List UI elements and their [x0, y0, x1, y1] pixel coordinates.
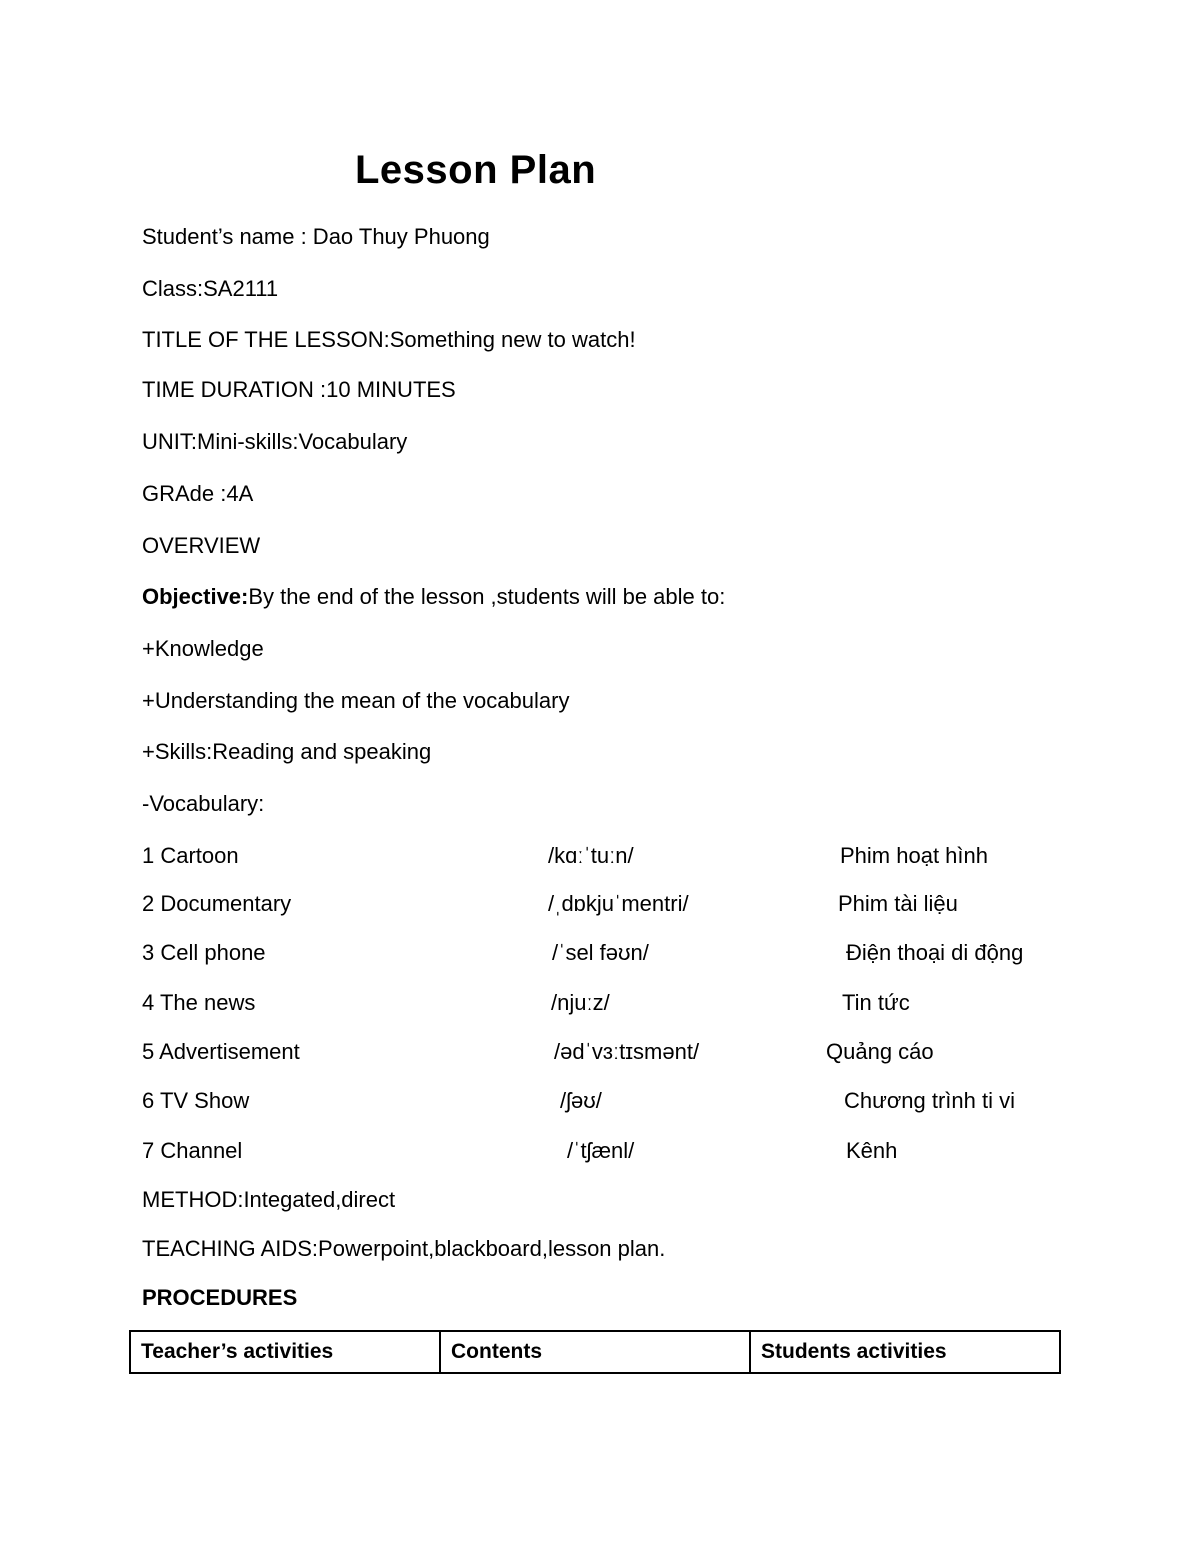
vocab-term: 1 Cartoon [142, 843, 239, 868]
table-header-teacher: Teacher’s activities [130, 1331, 440, 1373]
unit-line: UNIT:Mini-skills:Vocabulary [142, 429, 408, 454]
vocab-term: 5 Advertisement [142, 1039, 300, 1064]
vocab-ipa: /ˈtʃænl/ [567, 1138, 635, 1163]
student-name-line: Student’s name : Dao Thuy Phuong [142, 224, 490, 249]
vocab-ipa: /ˈsel fəʊn/ [552, 940, 649, 965]
table-header-students: Students activities [750, 1331, 1060, 1373]
vocab-meaning: Điện thoại di động [846, 940, 1024, 965]
knowledge-line: +Knowledge [142, 636, 264, 661]
vocab-meaning: Chương trình ti vi [844, 1088, 1015, 1113]
grade-line: GRAde :4A [142, 481, 254, 506]
vocab-ipa: /kɑːˈtuːn/ [548, 843, 634, 868]
vocab-ipa: /njuːz/ [551, 990, 610, 1015]
vocab-ipa: /ˌdɒkjuˈmentri/ [548, 891, 689, 916]
time-duration-line: TIME DURATION :10 MINUTES [142, 377, 456, 402]
lesson-title-line: TITLE OF THE LESSON:Something new to watch! [142, 327, 636, 352]
procedures-heading: PROCEDURES [142, 1285, 298, 1310]
method-line: METHOD:Integated,direct [142, 1187, 396, 1212]
vocab-meaning: Phim hoạt hình [840, 843, 988, 868]
objective-line [142, 584, 725, 610]
table-header-row [130, 1331, 1060, 1373]
vocab-ipa: /ədˈvɜːtɪsmənt/ [554, 1039, 700, 1064]
class-line: Class:SA2111 [142, 276, 279, 301]
vocab-term: 3 Cell phone [142, 940, 266, 965]
vocab-meaning: Tin tức [842, 990, 910, 1015]
vocab-term: 7 Channel [142, 1138, 243, 1163]
skills-line: +Skills:Reading and speaking [142, 739, 432, 764]
vocab-term: 6 TV Show [142, 1088, 250, 1113]
table-header-contents: Contents [440, 1331, 750, 1373]
objective-label: Objective: [142, 584, 249, 609]
teaching-aids-line: TEACHING AIDS:Powerpoint,blackboard,lesson plan. [142, 1236, 666, 1261]
page-title: Lesson Plan [355, 148, 597, 192]
procedures-table [129, 1330, 1061, 1374]
overview-heading: OVERVIEW [142, 533, 261, 558]
vocab-term: 2 Documentary [142, 891, 292, 916]
vocab-ipa: /ʃəʊ/ [560, 1088, 602, 1113]
vocabulary-heading: -Vocabulary: [142, 791, 265, 816]
understanding-line: +Understanding the mean of the vocabulary [142, 688, 570, 713]
vocab-meaning: Phim tài liệu [838, 891, 958, 916]
vocab-meaning: Kênh [846, 1138, 898, 1163]
objective-text: By the end of the lesson ,students will be able to: [248, 584, 726, 609]
vocab-term: 4 The news [142, 990, 256, 1015]
vocab-meaning: Quảng cáo [826, 1039, 934, 1064]
